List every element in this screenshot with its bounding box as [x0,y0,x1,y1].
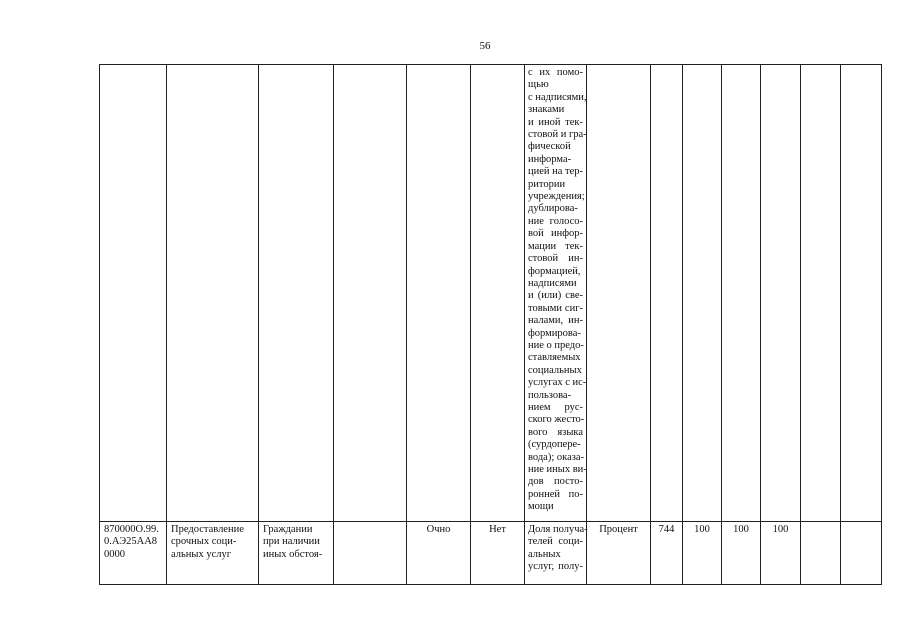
indicator-continuation-line: ронней по- [528,488,583,500]
indicator-continuation-line: социальных [528,364,582,376]
indicator-continuation-line: вого языка [528,426,583,438]
recipient-line: при наличии [263,536,320,548]
cell-okei-cont [651,65,683,522]
cell-service-name-cont [167,65,259,522]
cell-service-name [167,522,259,585]
recipient-line: Граждании [263,524,313,535]
cell-empty-cont [334,65,407,522]
registry-code-line: 0.АЭ25АА8 [104,536,158,548]
cell-value3-cont [761,65,801,522]
cell-flag: Нет [471,522,525,585]
table-row [100,522,882,585]
indicator-continuation-line: вой инфор- [528,228,583,240]
indicator-text [528,524,588,574]
indicator-continuation-line: цией на тер- [528,166,584,178]
cell-value-1: 100 [683,522,722,585]
indicator-continuation-line: услугах с ис- [528,377,587,389]
indicator-continuation-line: дублирова- [528,203,578,215]
cell-indicator [525,522,587,585]
indicator-continuation-line: нием рус- [528,401,583,413]
cell-extra-2 [841,522,882,585]
cell-value-2: 100 [722,522,761,585]
indicator-continuation-line: (сурдопере- [528,439,581,451]
indicator-continuation-line: ского жесто- [528,414,585,426]
indicator-continuation-line: с надписями, [528,91,587,103]
indicator-line: телей соци- [528,536,583,548]
indicator-continuation-line: ние иных ви- [528,464,587,475]
indicator-continuation-line: и иной тек- [528,116,583,128]
cell-flag-cont [471,65,525,522]
cell-form: Очно [407,522,471,585]
cell-registry-code [100,522,167,585]
indicator-continuation-line: знаками [528,104,565,116]
indicator-continuation-line: щью [528,79,549,91]
table-row-continuation [100,65,882,522]
cell-unit: Процент [587,522,651,585]
cell-recipient-cont [259,65,334,522]
indicator-continuation-line: и (или) све- [528,290,583,302]
indicator-continuation-line: вода); оказа- [528,451,585,463]
indicator-continuation-line: надписями [528,277,577,289]
indicator-continuation-line: ставляемых [528,352,581,364]
indicator-continuation-line: ние о предо- [528,339,584,351]
registry-code-line: 870000О.99. [104,524,159,535]
cell-indicator-cont [525,65,587,522]
cell-value2-cont [722,65,761,522]
indicator-line: Доля получа- [528,524,588,535]
indicator-continuation-line: фической [528,141,571,153]
indicator-continuation-line: ние голосо- [528,215,583,227]
indicator-continuation-line: мощи [528,501,554,513]
services-table [99,64,882,585]
indicator-continuation-line: формацией, [528,265,581,277]
cell-extra-1 [801,522,841,585]
indicator-continuation-line: с их помо- [528,67,583,78]
indicator-continuation-line: налами, ин- [528,315,583,327]
indicator-continuation-line: товыми сиг- [528,302,583,314]
recipient-line: иных обстоя- [263,548,323,560]
indicator-line: услуг, полу- [528,561,583,573]
indicator-continuation-line: стовой и гра- [528,129,587,141]
cell-extra1-cont [801,65,841,522]
indicator-continuation-line: формирова- [528,327,581,339]
cell-extra2-cont [841,65,882,522]
cell-form-cont [407,65,471,522]
cell-value-3: 100 [761,522,801,585]
indicator-continuation-line: учреждения; [528,191,585,203]
cell-empty [334,522,407,585]
cell-registry-code-cont [100,65,167,522]
cell-value1-cont [683,65,722,522]
indicator-continuation-line: ритории [528,178,566,190]
indicator-continuation-line: стовой ин- [528,253,583,265]
indicator-continuation-line: информа- [528,153,572,165]
indicator-continuation-line: дов посто- [528,476,583,488]
service-name-line: альных услуг [171,548,232,560]
cell-recipient [259,522,334,585]
indicator-continuation-line: мации тек- [528,240,583,252]
indicator-continuation-text [528,67,587,514]
registry-code-line: 0000 [104,548,125,560]
cell-unit-cont [587,65,651,522]
cell-okei-code: 744 [651,522,683,585]
page-number: 56 [479,40,491,52]
service-name-line: Предоставление [171,524,244,535]
service-name-line: срочных соци- [171,536,237,548]
indicator-continuation-line: пользова- [528,389,572,401]
indicator-line: альных [528,548,561,560]
